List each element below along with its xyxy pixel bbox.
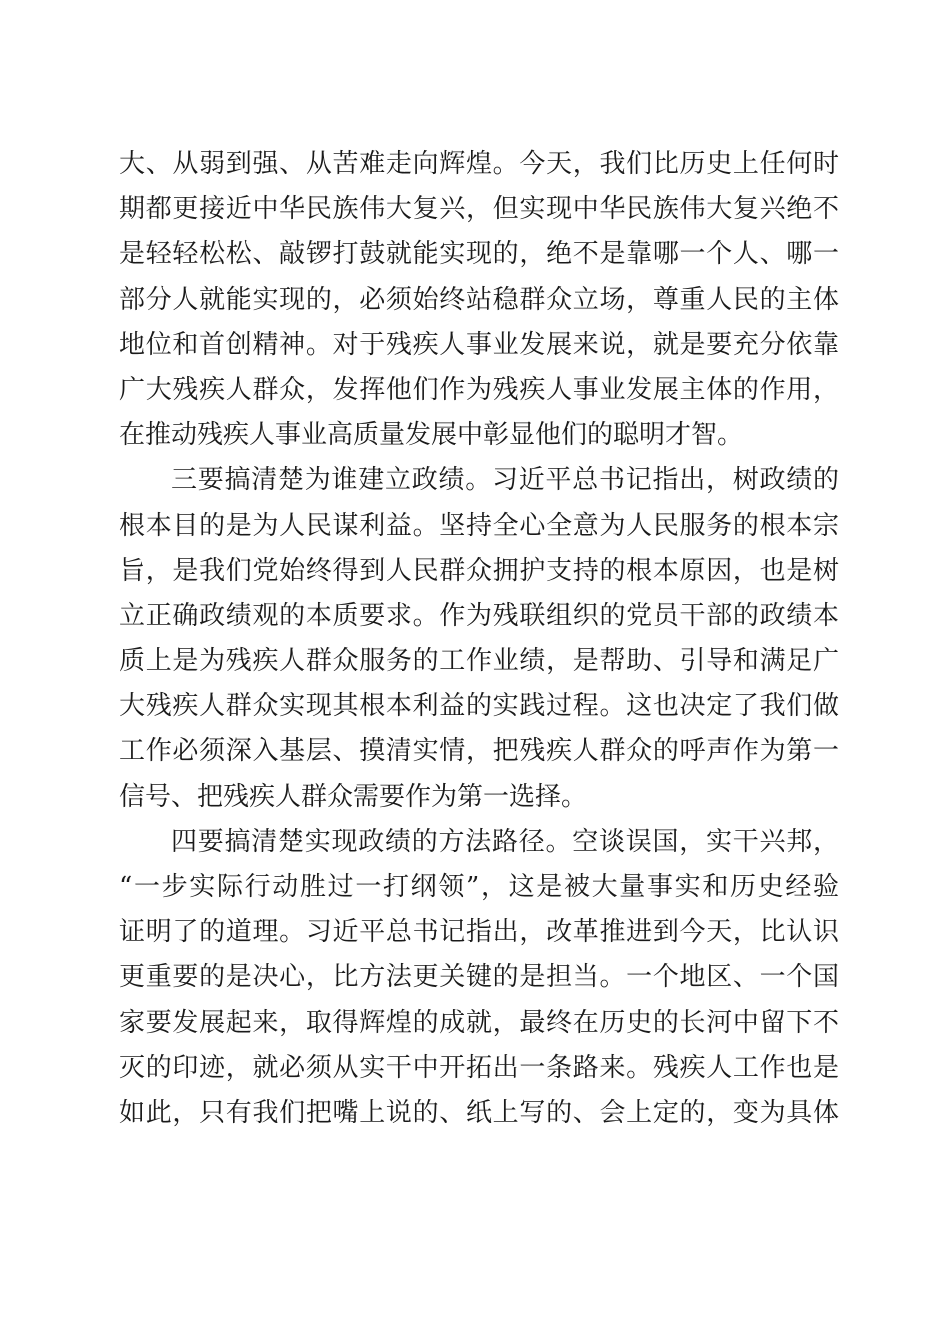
paragraph-line: 四要搞清楚实现政绩的方法路径。空谈误国，实干兴邦， xyxy=(171,826,839,857)
paragraph-line: 家要发展起来，取得辉煌的成就，最终在历史的长河中留下不 xyxy=(119,1007,839,1038)
paragraph-line: 广大残疾人群众，发挥他们作为残疾人事业发展主体的作用， xyxy=(119,374,839,405)
paragraph-line: 地位和首创精神。对于残疾人事业发展来说，就是要充分依靠 xyxy=(119,329,839,360)
paragraph-line: 如此，只有我们把嘴上说的、纸上写的、会上定的，变为具体 xyxy=(119,1097,839,1128)
paragraph-line: 大、从弱到强、从苦难走向辉煌。今天，我们比历史上任何时 xyxy=(119,149,839,179)
paragraph-line: 工作必须深入基层、摸清实情，把残疾人群众的呼声作为第一 xyxy=(119,736,839,767)
paragraph-line: 旨，是我们党始终得到人民群众拥护支持的根本原因，也是树 xyxy=(119,555,839,586)
paragraph-line: 质上是为残疾人群众服务的工作业绩，是帮助、引导和满足广 xyxy=(119,646,839,677)
paragraph-line: 根本目的是为人民谋利益。坚持全心全意为人民服务的根本宗 xyxy=(119,510,839,541)
paragraph-line: 期都更接近中华民族伟大复兴，但实现中华民族伟大复兴绝不 xyxy=(119,194,839,225)
paragraph-line: 三要搞清楚为谁建立政绩。习近平总书记指出，树政绩的 xyxy=(171,465,839,496)
paragraph-line: 证明了的道理。习近平总书记指出，改革推进到今天，比认识 xyxy=(119,917,839,948)
paragraph-3 xyxy=(119,820,839,1136)
paragraph-line: 部分人就能实现的，必须始终站稳群众立场，尊重人民的主体 xyxy=(119,284,839,315)
paragraph-2 xyxy=(119,458,839,820)
paragraph-line: “一步实际行动胜过一打纲领”，这是被大量事实和历史经验 xyxy=(119,872,839,902)
paragraph-line: 大残疾人群众实现其根本利益的实践过程。这也决定了我们做 xyxy=(119,691,839,722)
paragraph-line: 立正确政绩观的本质要求。作为残联组织的党员干部的政绩本 xyxy=(119,600,839,631)
paragraph-line: 是轻轻松松、敲锣打鼓就能实现的，绝不是靠哪一个人、哪一 xyxy=(119,239,839,270)
paragraph-line: 在推动残疾人事业高质量发展中彰显他们的聪明才智。 xyxy=(119,420,744,451)
paragraph-line: 更重要的是决心，比方法更关键的是担当。一个地区、一个国 xyxy=(119,962,839,993)
paragraph-1 xyxy=(119,142,839,458)
paragraph-line: 灭的印迹，就必须从实干中开拓出一条路来。残疾人工作也是 xyxy=(119,1052,839,1083)
document-body xyxy=(119,142,839,1136)
paragraph-line: 信号、把残疾人群众需要作为第一选择。 xyxy=(119,781,588,812)
